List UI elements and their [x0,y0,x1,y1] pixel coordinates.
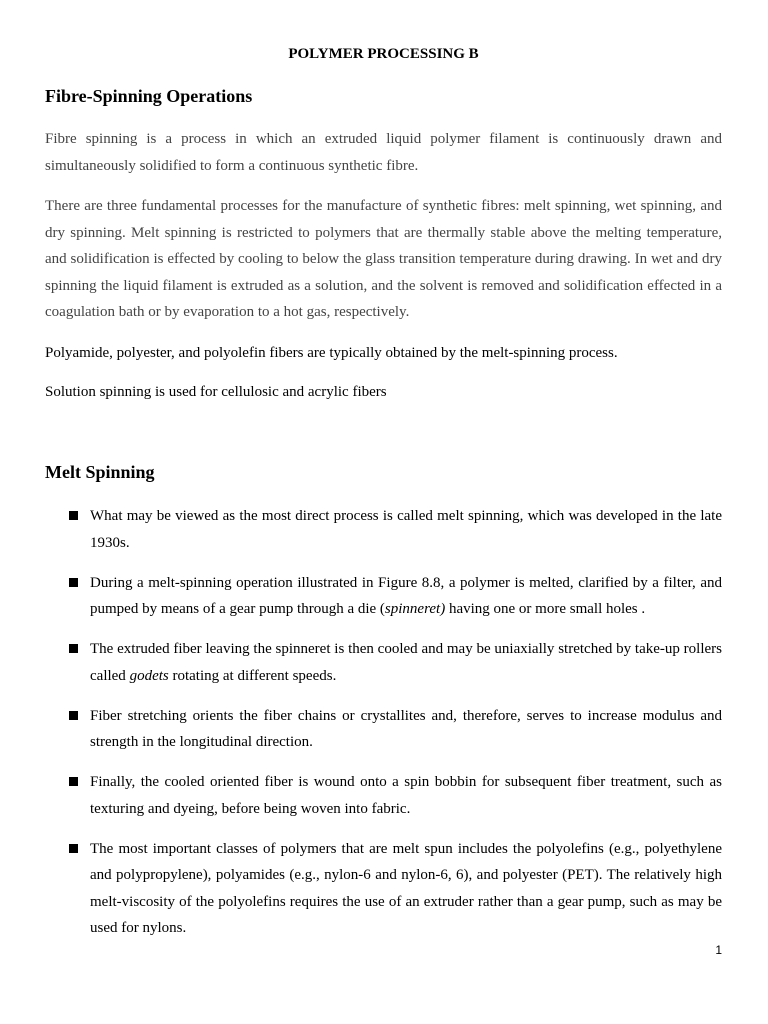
list-item [45,703,722,756]
section-heading-melt-spinning: Melt Spinning [45,462,155,482]
bullet-text: The most important classes of polymers that are melt spun includes the polyolefins (e.g., polyethylene and polypropylene), polyamides (e.g., nylon-6 and nylon-6, 6), and polyester (PET). The relatively high melt-viscosity of the polyolefins requires the use of an extruder rather than a gear pump, such as may be used for nylons. [90,840,722,936]
square-bullet-icon [69,578,78,587]
bullet-emphasis: spinneret) [384,601,446,617]
paragraph-solution-spinning: Solution spinning is used for cellulosic and acrylic fibers [45,384,387,400]
bullet-text: Finally, the cooled oriented fiber is wound onto a spin bobbin for subsequent fiber treatment, such as texturing and dyeing, before being woven into fabric. [90,774,722,817]
paragraph-melt-fibers: Polyamide, polyester, and polyolefin fibers are typically obtained by the melt-spinning process. [45,345,618,361]
bullet-text: Fiber stretching orients the fiber chains or crystallites and, therefore, serves to increase modulus and strength in the longitudinal direction. [90,707,722,750]
bullet-emphasis: godets [129,667,169,684]
list-item [45,836,722,942]
square-bullet-icon [69,511,78,520]
bullet-text: The extruded fiber leaving the spinneret is then cooled and may be uniaxially stretched by take-up rollers called [90,641,722,684]
bullet-text: What may be viewed as the most direct process is called melt spinning, which was developed in the late 1930s. [90,508,722,551]
bullet-text: rotating at different speeds. [168,667,337,684]
document-title: POLYMER PROCESSING B [288,46,479,62]
square-bullet-icon [69,711,78,720]
bullet-list [45,503,722,955]
paragraph-intro: Fibre spinning is a process in which an extruded liquid polymer filament is continuously drawn and simultaneously solidified to form a continuous synthetic fibre. [45,131,722,174]
list-item [45,503,722,556]
paragraph-processes: There are three fundamental processes for the manufacture of synthetic fibres: melt spinning, wet spinning, and dry spinning. Melt spinning is restricted to polymers that are thermally stable above the melting temperature, and solidification is effected by cooling to below the glass transition temperature during drawing. In wet and dry spinning the liquid filament is extruded as a solution, and the solvent is removed and solidification effected in a coagulation bath or by evaporation to a hot gas, respectively. [45,198,722,320]
bullet-text: During a melt-spinning operation illustrated in Figure 8.8, a polymer is melted, clarified by a filter, and pumped by means of a gear pump through a die ( [90,574,722,617]
square-bullet-icon [69,844,78,853]
square-bullet-icon [69,777,78,786]
page-number: 1 [715,943,722,957]
square-bullet-icon [69,644,78,653]
list-item [45,636,722,689]
bullet-text: having one or more small holes . [445,601,646,617]
list-item [45,769,722,822]
section-heading-fibre-spinning: Fibre-Spinning Operations [45,86,253,106]
list-item [45,570,722,623]
